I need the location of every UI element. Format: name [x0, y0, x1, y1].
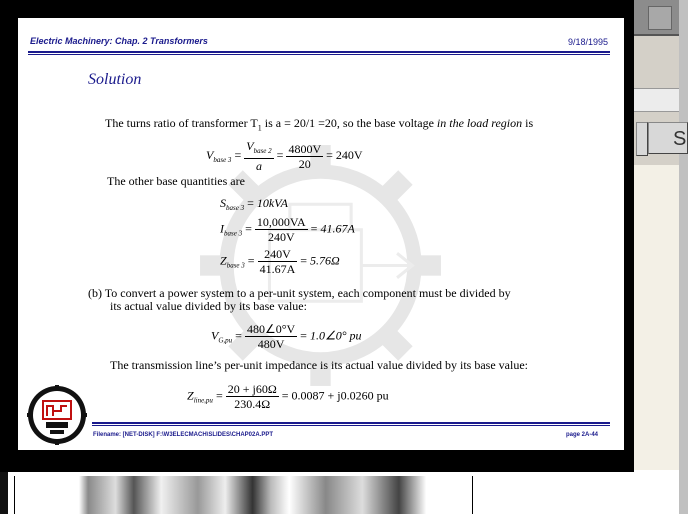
eq6-den: 230.4Ω	[234, 397, 271, 411]
eq4-result: 5.76Ω	[310, 253, 340, 268]
eq1-num2: 4800V	[288, 141, 322, 156]
eq4-lhs-sub: base 3	[226, 261, 245, 270]
footer-filename: Filename: [NET-DISK] F:\W3ELECMACH\SLIDES\CHAP02A.PPT	[93, 432, 274, 438]
eq6-fraction	[226, 382, 279, 411]
slide	[18, 18, 624, 450]
background-window-button[interactable]	[648, 6, 672, 30]
eq1-den: a	[255, 159, 262, 173]
background-photo	[14, 476, 473, 514]
part-b-text-line2: its actual value divided by its base value:	[110, 299, 307, 313]
slide-heading: Solution	[88, 71, 142, 88]
turns-ratio-text	[105, 116, 533, 132]
eq2-rhs: 10kVA	[256, 196, 288, 210]
base-impedance-equation: $Z_{base 3}$ = $\frac{240V}{41.67A}$ = 5.76Ω	[220, 247, 340, 276]
eq5-den: 480V	[257, 337, 285, 351]
eq6-num: 20 + j60Ω	[227, 382, 277, 396]
eq2-lhs-sub: base 3	[226, 204, 245, 212]
background-button-s[interactable]: S	[648, 122, 688, 154]
base-current-equation: $I_{base 3}$ = $\frac{10,000VA}{240V}$ = 41.67A	[220, 215, 355, 244]
eq5-lhs: V	[211, 328, 219, 343]
eq3-fraction	[255, 215, 308, 244]
footer-rule	[92, 422, 610, 424]
turns-ratio-prefix: The turns ratio of transformer T	[105, 116, 258, 130]
background-button-left[interactable]	[636, 122, 648, 156]
part-b-text-line1: (b) To convert a power system to a per-unit system, each component must be divided by	[88, 286, 511, 300]
eq1-num-sub: base 2	[253, 147, 272, 155]
line-pu-impedance-equation: $Z_{line,pu}$ = $\frac{20 + j60\Omega}{230.4\Omega}$ = 0.0087 + j0.0260 pu	[187, 382, 389, 411]
background-document-edge	[0, 470, 8, 514]
turns-ratio-mid: is a = 20/1 =20, so the base voltage	[261, 116, 437, 130]
eq4-den: 41.67A	[259, 262, 296, 276]
footer-rule-thin	[92, 425, 610, 426]
eq4-lhs: Z	[220, 253, 227, 268]
slide-header-title: Electric Machinery: Chap. 2 Transformers	[30, 36, 208, 46]
eq3-den: 240V	[267, 230, 295, 244]
eq3-num: 10,000VA	[256, 215, 306, 229]
university-logo	[26, 384, 88, 446]
eq6-result: 0.0087 + j0.0260 pu	[291, 388, 389, 403]
eq6-lhs-sub: line,pu	[193, 396, 213, 405]
other-base-text: The other base quantities are	[107, 174, 245, 188]
eq1-lhs: V	[206, 147, 214, 162]
eq1-fraction-a	[244, 139, 273, 173]
base-power-equation: $S_{base 3} = 10kVA$	[220, 196, 288, 212]
base-voltage-equation: $V_{base 3}$ = $\frac{V_{base 2}}{a}$ = $\frac{4800V}{20}$ = 240V	[206, 139, 363, 173]
line-impedance-text: The transmission line’s per-unit impedance is its actual value divided by its base value:	[110, 358, 528, 372]
eq5-fraction	[245, 322, 297, 351]
eq3-lhs: I	[220, 221, 224, 236]
header-rule-thin	[28, 54, 610, 55]
eq1-den2: 20	[298, 156, 311, 171]
eq3-lhs-sub: base 3	[224, 229, 243, 238]
eq4-fraction	[258, 247, 298, 276]
eq5-num: 480∠0°V	[246, 322, 296, 336]
footer-page-number: page 2A-44	[565, 432, 598, 438]
header-rule	[28, 51, 610, 53]
slide-header-date: 9/18/1995	[567, 37, 608, 47]
turns-ratio-suffix: is	[522, 116, 534, 130]
eq1-num: V	[246, 139, 254, 153]
eq1-fraction-b	[286, 142, 323, 171]
eq6-lhs: Z	[187, 388, 194, 403]
eq5-lhs-sub: G,pu	[218, 336, 233, 345]
eq4-num: 240V	[258, 247, 298, 262]
eq2-lhs: S	[220, 196, 226, 210]
eq5-result: 1.0∠0° pu	[309, 328, 362, 343]
turns-ratio-sub: 1	[257, 123, 262, 133]
generator-pu-voltage-equation: $V_{G,pu}$ = $\frac{480\angle 0^\circ V}{480V}$ = 1.0∠0° pu	[211, 322, 362, 351]
turns-ratio-italic: in the load region	[436, 116, 523, 130]
eq1-result: 240V	[335, 147, 363, 162]
eq3-result: 41.67A	[320, 221, 355, 236]
eq1-lhs-sub: base 3	[213, 155, 232, 164]
